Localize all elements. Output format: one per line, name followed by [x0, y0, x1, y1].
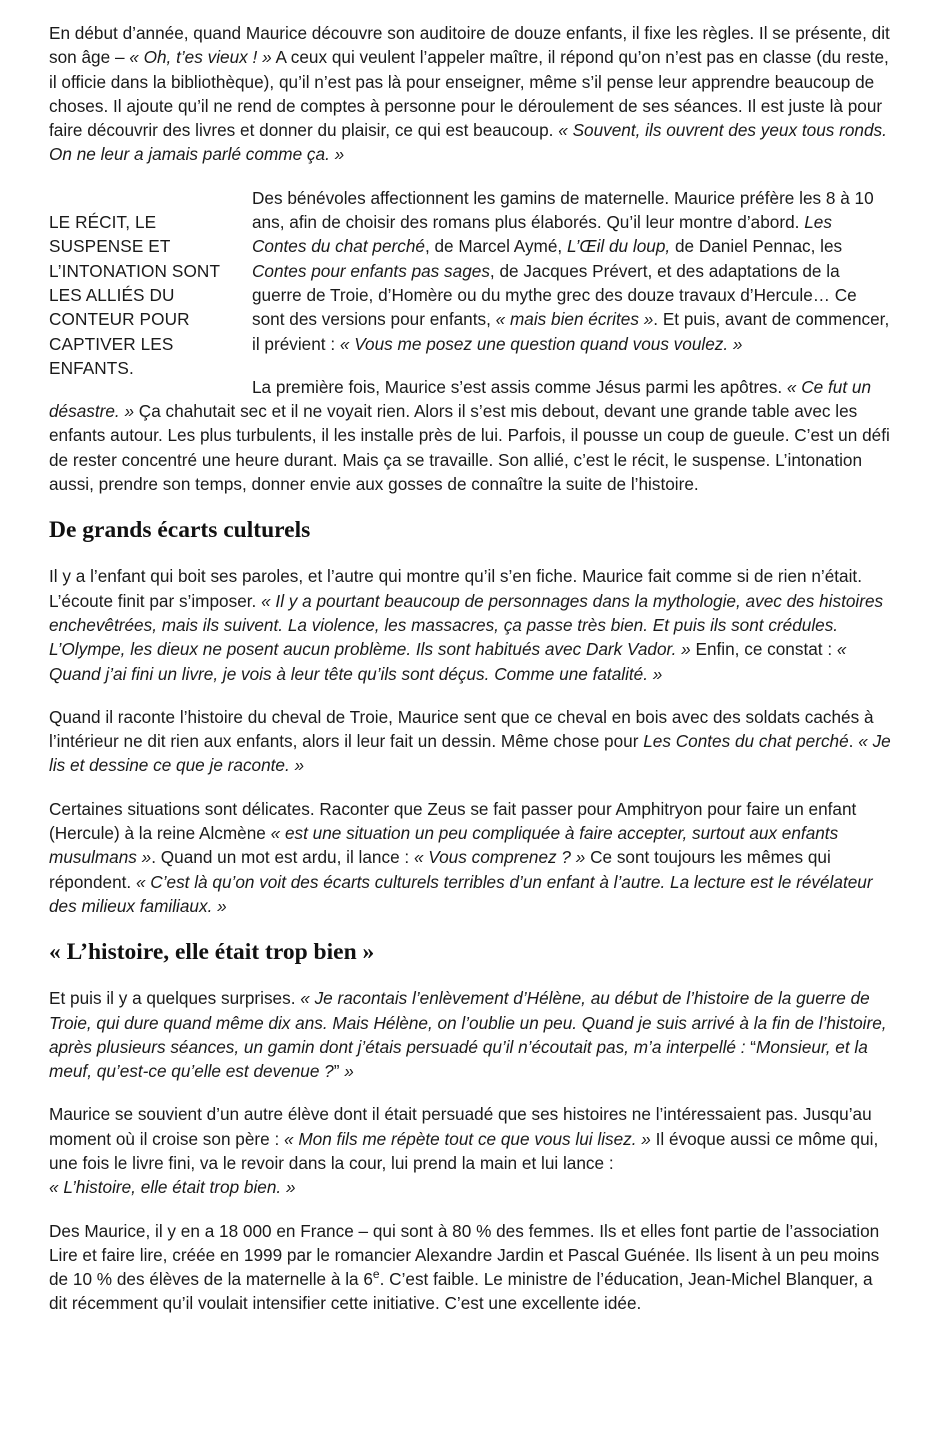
text: Quand il raconte l’histoire du cheval de Troie, Maurice sent que ce cheval en bois avec des soldats cachés à l’intérieur ne dit rien aux enfants, alors il leur fait un dessin. Même chose pour	[49, 706, 874, 752]
text: Et puis il y a quelques surprises.	[49, 988, 301, 1009]
quote: « Mon fils me répète tout ce que vous lui lisez. »	[284, 1128, 651, 1149]
quote: « Je lis et dessine ce que je raconte. »	[49, 731, 891, 776]
text: . Et puis, avant de commencer, il prévient :	[252, 309, 890, 354]
quote: « C’est là qu’on voit des écarts culturels terribles d’un enfant à l’autre. La lecture est le révélateur des milieux familiaux. »	[49, 871, 873, 916]
text: . C’est faible. Le ministre de l’éducation, Jean-Michel Blanquer, a dit récemment qu’il voulait intensifier cette initiative. C’est une excellente idée.	[49, 1269, 873, 1314]
text: , de Marcel Aymé,	[424, 236, 567, 257]
text: Ce sont toujours les mêmes qui répondent.	[49, 847, 831, 892]
text: En début d’année, quand Maurice découvre son auditoire de douze enfants, il fixe les règles. Il se présente, dit son âge –	[49, 23, 890, 68]
quote: « Quand j’ai fini un livre, je vois à leur tête qu’ils sont déçus. Comme une fatalité. »	[49, 639, 847, 684]
paragraph-intro	[49, 21, 891, 167]
book-title: Contes pour enfants pas sages	[252, 260, 490, 281]
text: Certaines situations sont délicates. Raconter que Zeus se fait passer pour Amphitryon pour faire un enfant (Hercule) à la reine Alcmène	[49, 798, 857, 844]
text: La première fois, Maurice s’est assis comme Jésus parmi les apôtres.	[252, 376, 787, 397]
text: . Quand un mot est ardu, il lance :	[151, 847, 414, 868]
text: Ça chahutait sec et il ne voyait rien. Alors il s’est mis debout, devant une grande table avec les enfants autour. Les plus turbulents, il les installe près de lui. Parfois, il pousse un coup de gueule. C’est un défi de rester concentré une heure durant. Mais ça se travaille. Son allié, c’est le récit, le suspense. L’intonation aussi, prendre son temps, donner envie aux gosses de connaître la suite de l’histoire.	[49, 401, 890, 495]
text: “	[750, 1036, 757, 1057]
text: ”	[333, 1061, 340, 1082]
paragraph-first-session	[49, 375, 891, 496]
section-heading-story-too-good: « L’histoire, elle était trop bien »	[49, 939, 375, 966]
quote: « Souvent, ils ouvrent des yeux tous ronds. On ne leur a jamais parlé comme ça. »	[49, 120, 887, 165]
text: Il y a l’enfant qui boit ses paroles, et l’autre qui montre qu’il s’en fiche. Maurice fait comme si de rien n’était. L’écoute finit par s’imposer.	[49, 566, 862, 611]
quote: « Il y a pourtant beaucoup de personnages dans la mythologie, avec des histoires enchevêtrées, mais ils suivent. La violence, les massacres, ça passe très bien. Et puis ils sont crédules. L’Olympe, les dieux ne posent aucun problème. Ils sont habitués avec Dark Vador. »	[49, 590, 884, 660]
paragraph-trojan-horse	[49, 705, 891, 778]
book-title: Les Contes du chat perché	[252, 212, 832, 257]
text: Des bénévoles affectionnent les gamins de maternelle. Maurice préfère les 8 à 10 ans, afin de choisir des romans plus élaborés. Qu’il leur montre d’abord.	[252, 187, 874, 233]
quote: « mais bien écrites »	[495, 309, 654, 330]
quote: Monsieur, et la meuf, qu’est-ce qu’elle est devenue ?	[49, 1036, 868, 1082]
quote: « Vous me posez une question quand vous voulez. »	[339, 333, 743, 354]
article-body	[49, 21, 891, 1335]
quote: « Vous comprenez ? »	[413, 847, 586, 868]
paragraph-association	[49, 1219, 891, 1316]
paragraph-delicate-situations	[49, 797, 891, 918]
paragraph-listening	[49, 564, 891, 685]
book-title: L’Œil du loup,	[566, 236, 671, 257]
quote: « Je racontais l’enlèvement d’Hélène, au début de l’histoire de la guerre de Troie, qui dure quand même dix ans. Mais Hélène, on l’oublie un peu. Quand je suis arrivé à la fin de l’histoire, après plusieurs séances, un gamin dont j’étais persuadé qu’il n’écoutait pas, m’a interpellé :	[49, 988, 887, 1057]
text: Des Maurice, il y en a 18 000 en France – qui sont à 80 % des femmes. Ils et elles font partie de l’association Lire et faire lire, créée en 1999 par le romancier Alexandre Jardin et Pascal Guénée. Ils lisent à un peu moins de 10 % des élèves de la maternelle à la 6	[49, 1220, 880, 1290]
quote: « L’histoire, elle était trop bien. »	[49, 1177, 296, 1198]
paragraph-father	[49, 1102, 891, 1199]
text: Maurice se souvient d’un autre élève dont il était persuadé que ses histoires ne l’intéressaient pas. Jusqu’au moment où il croise son père :	[49, 1104, 872, 1149]
quote: « Ce fut un désastre. »	[49, 376, 872, 422]
quote: « Oh, t’es vieux ! »	[129, 47, 272, 68]
text: de Daniel Pennac, les	[670, 236, 843, 257]
book-title: Les Contes du chat perché	[643, 731, 849, 752]
pull-quote: LE RÉCIT, LE SUSPENSE ET L’INTONATION SONT LES ALLIÉS DU CONTEUR POUR CAPTIVER LES ENFANTS.	[49, 211, 220, 379]
superscript: e	[372, 1267, 380, 1282]
quote: « est une situation un peu compliquée à faire accepter, surtout aux enfants musulmans »	[49, 823, 839, 868]
text: .	[848, 731, 859, 752]
quote: »	[339, 1061, 354, 1082]
text: A ceux qui veulent l’appeler maître, il répond qu’on n’est pas en classe (du reste, il officie dans la bibliothèque), qu’il n’est pas là pour enseigner, même s’il pense leur apprendre beaucoup de choses. Il ajoute qu’il ne rend de comptes à personne pour le déroulement de ses séances. Il est juste là pour faire découvrir des livres et donner du plaisir, ce qui est beaucoup.	[49, 47, 889, 141]
text: , de Jacques Prévert, et des adaptations de la guerre de Troie, d’Homère ou du mythe grec des douze travaux d’Hercule… Ce sont des versions pour enfants,	[252, 260, 857, 330]
paragraph-surprises	[49, 986, 891, 1083]
section-heading-cultural-gaps: De grands écarts culturels	[49, 517, 311, 544]
text: Enfin, ce constat :	[690, 639, 837, 660]
text: Il évoque aussi ce môme qui, une fois le livre fini, va le revoir dans la cour, lui prend la main et lui lance :	[49, 1128, 879, 1173]
